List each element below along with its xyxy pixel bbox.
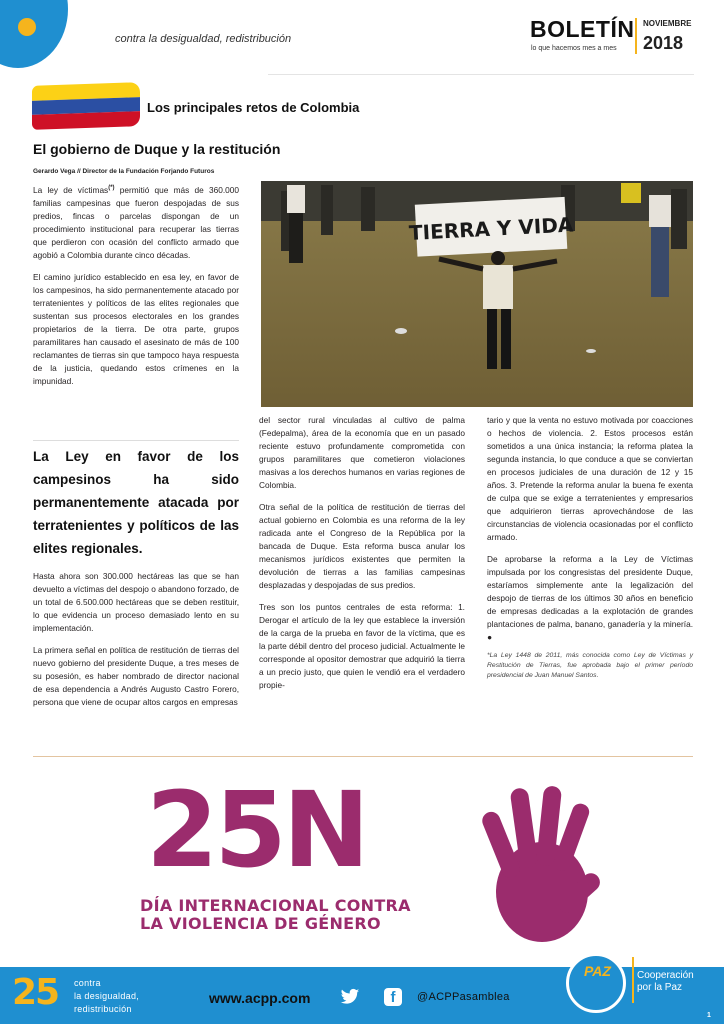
organization-name: Asamblea de Cooperación por la Paz: [637, 958, 696, 993]
paz-logo-circle: [566, 953, 626, 1013]
pull-quote: La Ley en favor de los campesinos ha sido permanentemente atacada por terratenientes y políticos de las elites regionales.: [33, 440, 239, 560]
article-column-1: [33, 182, 239, 397]
header-divider: [268, 74, 694, 75]
protest-photo-illustration: [261, 181, 693, 407]
page-number: 1: [707, 1012, 711, 1019]
footer-tagline: contra la desigualdad, redistribución: [74, 978, 140, 1014]
section-divider: [33, 756, 693, 757]
newsletter-title: BOLETÍN: [530, 16, 635, 42]
handprint-icon: [470, 780, 605, 950]
paz-logo-text: PAZ: [584, 963, 611, 979]
article-column-2: [259, 414, 465, 701]
paragraph: del sector rural vinculadas al cultivo de palma (Fedepalma), área de la economía que en un pasado reciente estuvo profundamente comprometida con grupos paramilitares que cometieron violaciones masivas a los derechos humanos en varias regiones de Colombia.: [259, 415, 465, 490]
article-photo: [261, 181, 693, 407]
footer-accent-bar: [632, 957, 634, 1003]
paragraph: La primera señal en política de restitución de tierras del nuevo gobierno del presidente Duque, a tres meses de su posesión, es haber nombrado de director nacional de esa dependencia a Andrés Augusto Castro Forero, persona que viene de ocupar altos cargos en empresas: [33, 645, 239, 707]
footer-logo-25: 25: [12, 972, 59, 1013]
issue-month: NOVIEMBRE: [643, 19, 692, 28]
campaign-line-1: DÍA INTERNACIONAL CONTRA: [140, 896, 411, 915]
article-headline: El gobierno de Duque y la restitución: [33, 141, 281, 157]
issue-year: 2018: [643, 33, 684, 53]
campaign-line-2: LA VIOLENCIA DE GÉNERO: [140, 914, 381, 933]
footnote: *La Ley 1448 de 2011, más conocida como Ley de Víctimas y Restitución de Tierras, fue aprobada bajo el primer período presidencial de Juan Manuel Santos.: [487, 652, 693, 679]
colombia-flag-icon: [32, 82, 140, 130]
campaign-25n-title: 25N: [146, 769, 366, 891]
paragraph: De aprobarse la reforma a la Ley de Víctimas impulsada por los congresistas del presidente Duque, estaríamos simplemente ante la legalización del despojo de tierras de los últimos 30 años en beneficio de empresas dedicadas a la explotación de grandes plantaciones de palma, banano, ganadería y la minería. ●: [487, 554, 693, 642]
article-column-1-continued: [33, 570, 239, 718]
paragraph: Tres son los puntos centrales de esta reforma: 1. Derogar el artículo de la ley que establece la inversión de la carga de la prueba en favor de la víctima, que es la parte débil dentro del proceso judicial. Actualmente le corresponde al opositor demostrar que adquirió la tierra a un precio justo, que quien le vendió era el verdadero propie-: [259, 602, 465, 690]
paragraph: Otra señal de la política de restitución de tierras del actual gobierno en Colombia es una reforma de la ley radicada ante el Congreso de la República por la bancada de Duque. Esta reforma busca anular los mecanismos jurídicos existentes que permiten la devolución de tierras a las familias campesinas desplazadas y despojadas de sus predios.: [259, 502, 465, 590]
article-column-3: [487, 414, 693, 690]
header-tagline: contra la desigualdad, redistribución: [115, 33, 292, 45]
twitter-icon[interactable]: [340, 988, 360, 1006]
paragraph: La ley de víctimas(*) permitió que más de 360.000 familias campesinas que fueron despojadas de sus predios, fincas o parcelas dispongan de un procedimiento institucional para recuperar las tierras que perdieron con ocasión del conflicto armado que agobió a Colombia durante cinco décadas.: [33, 184, 240, 260]
corner-circle-logo: [0, 0, 68, 68]
paragraph: tario y que la venta no estuvo motivada por coacciones o hechos de violencia. 2. Estos procesos están sometidos a una única instancia; la reforma platea la segunda instancia, lo que conduce a que se conviertan en procesos judiciales de una duración de 12 y 15 años. 3. Pretende la reforma anular la buena fe exenta de culpa que se exige a terratenientes y empresarios que adquirieron tierras aprovechándose de las circunstancias de violencia ocasionadas por el conflicto armado.: [487, 415, 693, 542]
website-link[interactable]: www.acpp.com: [209, 990, 311, 1006]
paragraph: El camino jurídico establecido en esa ley, en favor de los campesinos, ha sido permanentemente atacado por terratenientes y políticos de las elites regionales que sustentan sus procesos electorales en los grandes propietarios de la tierra. De otra parte, grupos paramilitares han causado el asesinato de más de 100 reclamantes de tierras sin que tampoco haya respuesta de la justicia, quedando estos crímenes en la impunidad.: [33, 271, 239, 386]
article-byline: Gerardo Vega // Director de la Fundación Forjando Futuros: [33, 168, 215, 175]
facebook-icon[interactable]: f: [384, 988, 402, 1006]
social-handle[interactable]: @ACPPasamblea: [417, 991, 510, 1003]
yellow-dot-icon: [18, 18, 36, 36]
paragraph: Hasta ahora son 300.000 hectáreas las que se han devuelto a víctimas del despojo o abandono forzado, de un total de 6.500.000 hectáreas que se deben restituir, lo que evidencia un proceso demasiado lento en su implementación.: [33, 571, 239, 633]
header-accent-bar: [635, 18, 637, 54]
newsletter-subtitle: lo que hacemos mes a mes: [531, 45, 617, 52]
banner-text: TIERRA Y VIDA: [408, 212, 574, 246]
section-title: Los principales retos de Colombia: [147, 100, 360, 115]
